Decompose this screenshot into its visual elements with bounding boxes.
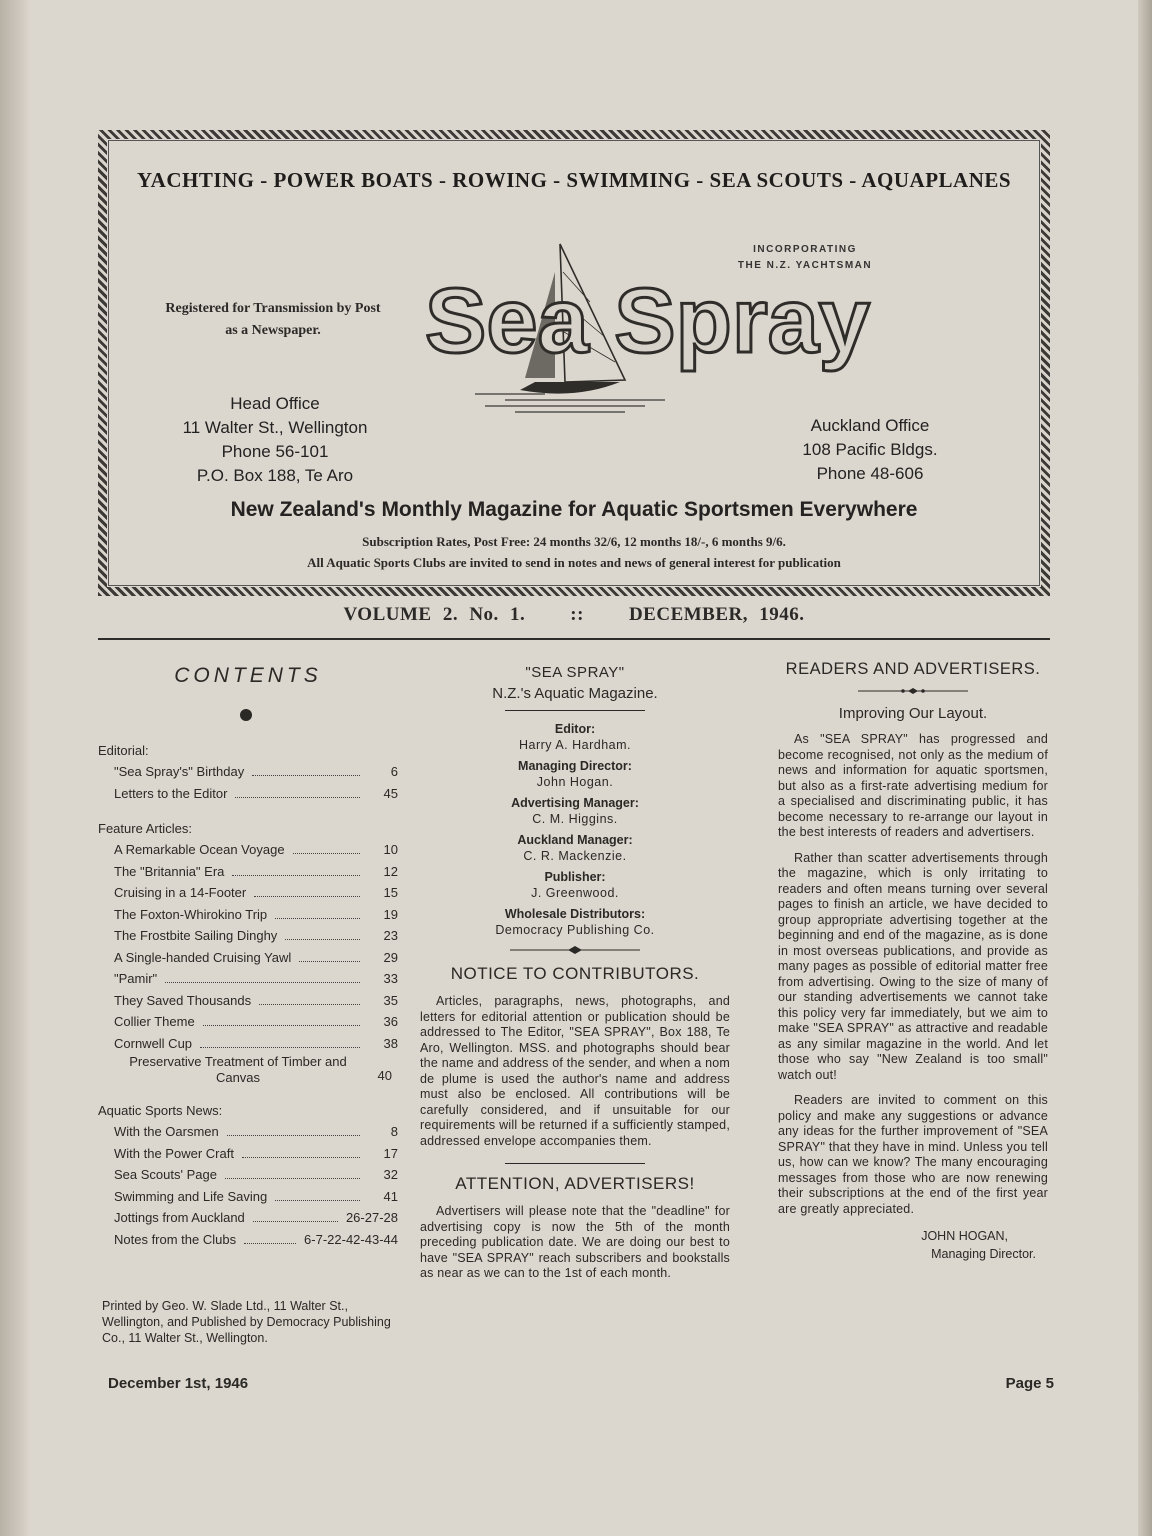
divider xyxy=(505,710,645,711)
staff-name: Democracy Publishing Co. xyxy=(495,923,655,937)
contents-title: CONTENTS xyxy=(174,664,322,687)
readers-paragraph: As "SEA SPRAY" has progressed and become recognised, not only as the medium of news and information for aquatic sportsmen, but also as a first-rate advertising medium for a specialised and discriminating public, it has become necessary to re-arrange our layout in the best interests of readers and advertisers. xyxy=(778,732,1048,839)
toc-entry xyxy=(98,1143,398,1165)
staff-role: Managing Director: xyxy=(518,759,632,773)
toc-entry xyxy=(98,783,398,805)
toc-entry xyxy=(98,1207,398,1229)
toc-leader xyxy=(227,1135,360,1136)
toc-leader xyxy=(253,1221,338,1222)
staff-role: Publisher: xyxy=(544,870,606,884)
advertisers-heading: ATTENTION, ADVERTISERS! xyxy=(455,1174,695,1193)
staff-subtitle: N.Z.'s Aquatic Magazine. xyxy=(492,685,658,702)
toc-entry-title: Swimming and Life Saving xyxy=(114,1188,268,1204)
toc-leader xyxy=(235,797,360,798)
toc-entry-page: 29 xyxy=(383,949,398,965)
toc-entry xyxy=(98,1164,398,1186)
office-line: Head Office xyxy=(230,394,320,413)
toc-entry-title: Preservative Treatment of Timber and Canvas xyxy=(129,1054,347,1085)
incorporating-note xyxy=(700,242,910,274)
signature-name: JOHN HOGAN, xyxy=(921,1229,1008,1243)
toc-entry-page: 32 xyxy=(383,1167,398,1182)
toc-leader xyxy=(200,1047,360,1048)
toc-entry-title: A Remarkable Ocean Voyage xyxy=(114,842,285,857)
toc-leader xyxy=(293,853,360,854)
toc-leader xyxy=(165,982,360,983)
office-line: Auckland Office xyxy=(810,416,930,435)
incorporating-name: THE N.Z. YACHTSMAN xyxy=(737,260,873,271)
toc-entry-title: "Sea Spray's" Birthday xyxy=(114,764,245,779)
toc-entry-page: 6-7-22-42-43-44 xyxy=(304,1231,398,1247)
toc-leader xyxy=(225,1178,360,1179)
staff-name: C. M. Higgins. xyxy=(532,812,618,826)
incorporating-label: INCORPORATING xyxy=(753,244,857,255)
toc-entry-title: The Foxton-Whirokino Trip xyxy=(114,906,268,922)
toc-leader xyxy=(232,875,360,876)
toc-entry-page: 41 xyxy=(383,1188,398,1204)
toc-entry xyxy=(98,990,398,1012)
toc-entry-title: Sea Scouts' Page xyxy=(114,1167,217,1182)
toc-entry-title: With the Oarsmen xyxy=(114,1124,219,1139)
advertisers-body: Advertisers will please note that the "deadline" for advertising copy is now the 5th of the month preceding publication date. We are doing our best to have "SEA SPRAY" reach subscribers and bookstalls as near as we can to the 1st of each month. xyxy=(420,1204,730,1280)
toc-leader xyxy=(285,939,360,940)
sports-line: YACHTING - POWER BOATS - ROWING - SWIMMING - SEA SCOUTS - AQUAPLANES xyxy=(136,168,1012,192)
ornament-divider-icon xyxy=(510,946,640,954)
middle-column xyxy=(420,664,730,1282)
toc-entry-title: Collier Theme xyxy=(114,1014,195,1029)
printer-imprint: Printed by Geo. W. Slade Ltd., 11 Walter St., Wellington, and Published by Democracy Publishing Co., 11 Walter St., Wellington. xyxy=(102,1299,391,1345)
toc-entry xyxy=(98,968,398,990)
registered-line: as a Newspaper. xyxy=(225,323,321,338)
header-rule xyxy=(98,638,1050,640)
toc-entry-page: 15 xyxy=(383,885,398,900)
staff-title: "SEA SPRAY" xyxy=(525,664,625,681)
staff-name: John Hogan. xyxy=(536,775,614,789)
toc-entry xyxy=(98,904,398,926)
toc-entry-title: The "Britannia" Era xyxy=(114,863,225,879)
toc-entry xyxy=(98,839,398,861)
toc-entry xyxy=(98,1011,398,1033)
toc-entry-title: A Single-handed Cruising Yawl xyxy=(114,949,292,965)
toc-entry xyxy=(98,1186,398,1208)
toc-entry-page: 33 xyxy=(383,971,398,986)
contributors-body: Articles, paragraphs, news, photographs, and letters for editorial attention or publication should be addressed to The Editor, "SEA SPRAY", Box 188, Te Aro, Wellington. MSS. and photographs should bear the name and address of the sender, and when a nom de plume is used the author's name and address must also be enclosed. All contributions will be carefully considered, and if unsuitable for our requirements will be returned if a sufficiently stamped, addressed envelope accompanies them. xyxy=(420,994,730,1148)
readers-heading: READERS AND ADVERTISERS. xyxy=(785,660,1041,678)
toc-leader xyxy=(203,1025,360,1026)
svg-text:Sea Spray: Sea Spray xyxy=(425,270,870,372)
toc-group-heading: Editorial: xyxy=(98,743,149,758)
subscription-rates: Subscription Rates, Post Free: 24 months 32/6, 12 months 18/-, 6 months 9/6. xyxy=(362,534,786,549)
toc-leader xyxy=(254,896,360,897)
office-line: Phone 48-606 xyxy=(816,464,924,483)
toc-group xyxy=(98,1100,398,1250)
toc-entry-page: 19 xyxy=(383,906,398,922)
readers-subheading: Improving Our Layout. xyxy=(838,705,988,722)
toc-entry-title: The Frostbite Sailing Dinghy xyxy=(114,928,278,943)
head-office-address xyxy=(150,392,400,488)
staff-role: Auckland Manager: xyxy=(517,833,633,847)
issue-line: VOLUME 2. No. 1. :: DECEMBER, 1946. xyxy=(343,604,805,625)
toc-entry xyxy=(98,882,398,904)
toc-leader xyxy=(259,1004,360,1005)
staff-role: Advertising Manager: xyxy=(511,796,639,810)
toc-entry-page: 36 xyxy=(383,1014,398,1029)
staff-list xyxy=(420,721,730,938)
signature xyxy=(778,1227,1048,1263)
toc-entry xyxy=(98,1054,398,1086)
toc-entry-page: 12 xyxy=(383,863,398,879)
table-of-contents xyxy=(98,740,398,1250)
staff-name: Harry A. Hardham. xyxy=(518,738,631,752)
toc-entry xyxy=(98,925,398,947)
toc-entry-page: 23 xyxy=(383,928,398,943)
clubs-notice: All Aquatic Sports Clubs are invited to send in notes and news of general interest for publication xyxy=(307,555,841,570)
toc-leader xyxy=(275,918,360,919)
toc-entry-page: 45 xyxy=(383,785,398,801)
divider xyxy=(505,1163,645,1164)
registered-line: Registered for Transmission by Post xyxy=(165,301,381,316)
signature-title: Managing Director. xyxy=(931,1247,1036,1261)
toc-leader xyxy=(242,1157,360,1158)
toc-group xyxy=(98,740,398,804)
toc-entry-page: 6 xyxy=(390,764,398,779)
toc-entry-title: With the Power Craft xyxy=(114,1145,234,1161)
auckland-office-address xyxy=(770,414,970,486)
toc-entry-page: 8 xyxy=(390,1124,398,1139)
page-edge xyxy=(1138,0,1152,1536)
toc-entry-page: 10 xyxy=(383,842,398,857)
toc-entry xyxy=(98,861,398,883)
toc-group-heading: Aquatic Sports News: xyxy=(98,1103,223,1118)
toc-entry-page: 40 xyxy=(377,1067,392,1083)
staff-role: Editor: xyxy=(554,722,596,736)
page-number: Page 5 xyxy=(1005,1375,1054,1392)
toc-entry-title: "Pamir" xyxy=(114,971,158,986)
readers-paragraph: Readers are invited to comment on this policy and make any suggestions or advance any ideas for the further improvement of "SEA SPRAY" that they have in mind. Unless you tell us, how can we know? The many encouraging messages from those who are now renewing their subscriptions at the end of the first year are greatly appreciated. xyxy=(778,1093,1048,1216)
bullet-ornament xyxy=(240,709,252,721)
toc-entry-title: Notes from the Clubs xyxy=(114,1231,237,1247)
page-binding-gutter xyxy=(0,0,30,1536)
contributors-heading: NOTICE TO CONTRIBUTORS. xyxy=(450,964,700,983)
toc-entry-title: Cornwell Cup xyxy=(114,1035,193,1051)
toc-group-heading: Feature Articles: xyxy=(98,821,192,836)
toc-entry-page: 35 xyxy=(383,992,398,1008)
magazine-tagline: New Zealand's Monthly Magazine for Aquatic Sportsmen Everywhere xyxy=(230,498,918,521)
staff-name: C. R. Mackenzie. xyxy=(523,849,627,863)
toc-entry-page: 26-27-28 xyxy=(345,1210,398,1225)
toc-leader xyxy=(299,961,360,962)
toc-entry xyxy=(98,1121,398,1143)
toc-entry-title: Jottings from Auckland xyxy=(114,1210,245,1225)
toc-entry-page: 17 xyxy=(383,1145,398,1161)
toc-entry-title: Letters to the Editor xyxy=(114,785,228,801)
toc-leader xyxy=(244,1243,296,1244)
readers-paragraph: Rather than scatter advertisements through the magazine, which is only irritating to readers and often means turning over several pages to finish an article, we have decided to group appropriate advertising together at the beginning and end of the magazine, as is done in most overseas publications, and provide as many pages as possible of editorial matter free from advertising. Owing to the size of many of our standing advertisements we cannot take this policy very far immediately, but we aim to make "SEA SPRAY" as attractive and readable as any similar magazine in the world. And let those who say "New Zealand is too small" watch out! xyxy=(778,850,1048,1082)
right-column xyxy=(778,660,1048,1263)
footer-date: December 1st, 1946 xyxy=(108,1375,249,1392)
ornament-divider-icon xyxy=(848,687,978,695)
staff-role: Wholesale Distributors: xyxy=(504,907,646,921)
toc-entry xyxy=(98,1229,398,1251)
toc-entry xyxy=(98,761,398,783)
toc-entry xyxy=(98,1033,398,1055)
toc-leader xyxy=(252,775,360,776)
toc-group xyxy=(98,818,398,1086)
office-line: 108 Pacific Bldgs. xyxy=(802,440,938,459)
toc-entry xyxy=(98,947,398,969)
toc-entry-title: Cruising in a 14-Footer xyxy=(114,885,247,900)
toc-entry-page: 38 xyxy=(383,1035,398,1051)
office-line: P.O. Box 188, Te Aro xyxy=(196,466,354,485)
office-line: Phone 56-101 xyxy=(221,442,329,461)
toc-entry-title: They Saved Thousands xyxy=(114,992,252,1008)
registered-notice xyxy=(128,298,418,342)
toc-leader xyxy=(275,1200,360,1201)
office-line: 11 Walter St., Wellington xyxy=(182,418,368,437)
staff-name: J. Greenwood. xyxy=(531,886,619,900)
